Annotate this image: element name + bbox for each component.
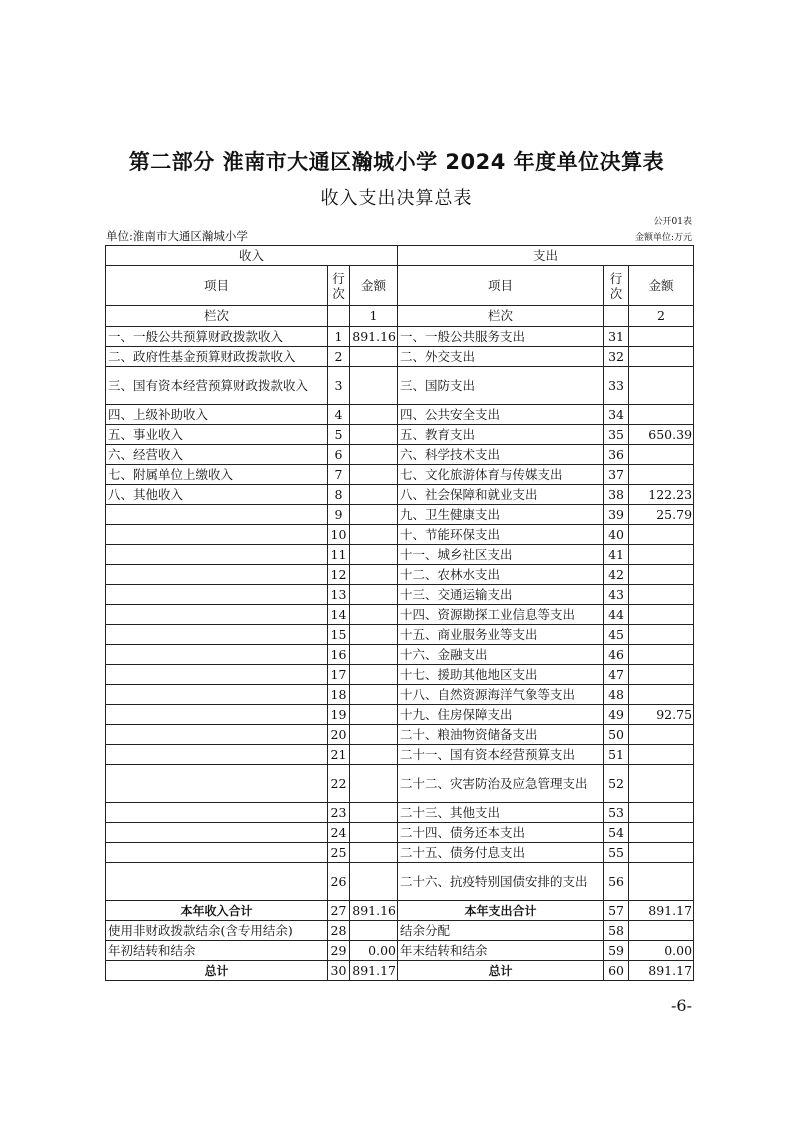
income-item-cell: [106, 565, 328, 585]
expense-row-no-cell: 38: [604, 485, 629, 505]
expense-amount-cell: [629, 545, 694, 565]
expense-item-cell: 年末结转和结余: [398, 941, 604, 961]
table-row: [106, 545, 694, 565]
income-row-no-cell: 12: [328, 565, 350, 585]
expense-row-no-cell: 58: [604, 921, 629, 941]
income-item-cell: [106, 725, 328, 745]
expense-amount-cell: [629, 565, 694, 585]
table-row: [106, 585, 694, 605]
table-row: [106, 445, 694, 465]
income-amount-cell: 0.00: [350, 941, 398, 961]
income-amount-cell: [350, 625, 398, 645]
income-item-cell: [106, 625, 328, 645]
expense-row-no-cell: 42: [604, 565, 629, 585]
table-row: [106, 725, 694, 745]
expense-row-no-cell: 54: [604, 823, 629, 843]
expense-row-no-cell: 36: [604, 445, 629, 465]
table-row: [106, 367, 694, 405]
expense-row-no-cell: 34: [604, 405, 629, 425]
expense-row-no-cell: 33: [604, 367, 629, 405]
expense-row-no-cell: 40: [604, 525, 629, 545]
income-amount-cell: [350, 863, 398, 901]
income-item-cell: [106, 585, 328, 605]
expense-amount-cell: [629, 725, 694, 745]
expense-row-no-cell: 57: [604, 901, 629, 921]
unit-label: 单位:淮南市大通区瀚城小学: [106, 229, 248, 243]
income-row-no-cell: 15: [328, 625, 350, 645]
income-item-cell: [106, 505, 328, 525]
income-row-no-cell: 9: [328, 505, 350, 525]
income-row-no-cell: 18: [328, 685, 350, 705]
income-amount-cell: 891.17: [350, 961, 398, 981]
expense-row-no-cell: 35: [604, 425, 629, 445]
expense-amount-cell: [629, 367, 694, 405]
form-number: 公开01表: [653, 217, 692, 227]
table-row: [106, 565, 694, 585]
expense-amount-cell: [629, 585, 694, 605]
income-item-cell: [106, 765, 328, 803]
total-row: [106, 901, 694, 921]
income-item-cell: [106, 823, 328, 843]
income-amount-cell: [350, 725, 398, 745]
income-row-no-cell: 26: [328, 863, 350, 901]
income-item-cell: [106, 525, 328, 545]
table-row: [106, 327, 694, 347]
column-header-row: [106, 266, 694, 306]
expense-row-no-cell: 32: [604, 347, 629, 367]
expense-row-no-cell: 45: [604, 625, 629, 645]
expense-amount-cell: [629, 665, 694, 685]
expense-item-cell: 七、文化旅游体育与传媒支出: [398, 465, 604, 485]
expense-row-no-cell: 46: [604, 645, 629, 665]
expense-group-header: 支出: [398, 246, 694, 266]
income-item-cell: [106, 863, 328, 901]
expense-index-blank: [604, 306, 629, 327]
table-row: [106, 505, 694, 525]
expense-row-no-cell: 52: [604, 765, 629, 803]
income-amount-cell: [350, 505, 398, 525]
expense-amount-cell: [629, 863, 694, 901]
expense-item-cell: 四、公共安全支出: [398, 405, 604, 425]
income-item-cell: 七、附属单位上缴收入: [106, 465, 328, 485]
expense-row-no-cell: 44: [604, 605, 629, 625]
expense-amount-cell: [629, 465, 694, 485]
income-row-no-cell: 28: [328, 921, 350, 941]
expense-amount-cell: [629, 347, 694, 367]
income-amount-cell: [350, 665, 398, 685]
expense-amount-cell: 891.17: [629, 961, 694, 981]
table-row: [106, 823, 694, 843]
expense-item-cell: 二、外交支出: [398, 347, 604, 367]
income-item-cell: [106, 605, 328, 625]
expense-amount-cell: [629, 765, 694, 803]
expense-row-no-header: [604, 266, 629, 306]
expense-row-no-cell: 50: [604, 725, 629, 745]
expense-item-cell: 本年支出合计: [398, 901, 604, 921]
money-unit-label: 金额单位:万元: [634, 233, 692, 243]
expense-item-cell: 十六、金融支出: [398, 645, 604, 665]
income-amount-cell: [350, 545, 398, 565]
table-row: [106, 525, 694, 545]
budget-summary-table: [105, 245, 694, 981]
income-amount-cell: [350, 605, 398, 625]
expense-row-no-cell: 59: [604, 941, 629, 961]
expense-item-cell: 十八、自然资源海洋气象等支出: [398, 685, 604, 705]
expense-amount-cell: [629, 327, 694, 347]
income-amount-cell: [350, 425, 398, 445]
income-item-cell: 五、事业收入: [106, 425, 328, 445]
income-amount-cell: [350, 685, 398, 705]
income-amount-cell: [350, 465, 398, 485]
expense-item-cell: 三、国防支出: [398, 367, 604, 405]
income-row-no-header: [328, 266, 350, 306]
expense-amount-cell: [629, 405, 694, 425]
income-item-cell: 二、政府性基金预算财政拨款收入: [106, 347, 328, 367]
expense-row-no-cell: 43: [604, 585, 629, 605]
expense-item-cell: 八、社会保障和就业支出: [398, 485, 604, 505]
income-item-cell: 一、一般公共预算财政拨款收入: [106, 327, 328, 347]
income-amount-cell: [350, 803, 398, 823]
income-item-cell: 总计: [106, 961, 328, 981]
expense-amount-cell: 25.79: [629, 505, 694, 525]
expense-item-cell: 五、教育支出: [398, 425, 604, 445]
expense-row-no-cell: 48: [604, 685, 629, 705]
expense-amount-cell: [629, 525, 694, 545]
expense-amount-cell: [629, 645, 694, 665]
income-amount-cell: [350, 765, 398, 803]
income-row-no-cell: 25: [328, 843, 350, 863]
expense-amount-cell: [629, 445, 694, 465]
income-row-no-cell: 7: [328, 465, 350, 485]
income-row-no-cell: 29: [328, 941, 350, 961]
expense-item-cell: 十一、城乡社区支出: [398, 545, 604, 565]
income-group-header: 收入: [106, 246, 398, 266]
expense-amount-cell: [629, 605, 694, 625]
expense-amount-cell: 122.23: [629, 485, 694, 505]
income-item-cell: [106, 545, 328, 565]
income-row-no-cell: 30: [328, 961, 350, 981]
table-row: [106, 625, 694, 645]
expense-item-cell: 二十、粮油物资储备支出: [398, 725, 604, 745]
expense-amount-cell: [629, 921, 694, 941]
expense-row-no-cell: 56: [604, 863, 629, 901]
income-amount-cell: [350, 445, 398, 465]
expense-item-cell: 一、一般公共服务支出: [398, 327, 604, 347]
expense-amount-cell: [629, 843, 694, 863]
expense-item-cell: 二十六、抗疫特别国债安排的支出: [398, 863, 604, 901]
income-item-cell: 八、其他收入: [106, 485, 328, 505]
expense-item-cell: 六、科学技术支出: [398, 445, 604, 465]
expense-amount-header: 金额: [629, 266, 694, 306]
table-row: [106, 843, 694, 863]
income-item-cell: 使用非财政拨款结余(含专用结余): [106, 921, 328, 941]
expense-amount-cell: 891.17: [629, 901, 694, 921]
income-item-cell: [106, 645, 328, 665]
expense-amount-cell: [629, 745, 694, 765]
expense-item-cell: 九、卫生健康支出: [398, 505, 604, 525]
expense-item-cell: 十二、农林水支出: [398, 565, 604, 585]
income-row-no-cell: 14: [328, 605, 350, 625]
income-row-no-cell: 19: [328, 705, 350, 725]
income-item-header: 项目: [106, 266, 328, 306]
income-row-no-cell: 11: [328, 545, 350, 565]
table-row: [106, 803, 694, 823]
group-header-row: [106, 246, 694, 266]
income-amount-cell: [350, 367, 398, 405]
document-title: 第二部分 淮南市大通区瀚城小学 2024 年度单位决算表: [128, 150, 665, 174]
income-row-no-cell: 5: [328, 425, 350, 445]
expense-row-no-cell: 60: [604, 961, 629, 981]
total-row: [106, 961, 694, 981]
expense-row-no-cell: 41: [604, 545, 629, 565]
expense-item-cell: 十、节能环保支出: [398, 525, 604, 545]
income-item-cell: [106, 803, 328, 823]
table-row: [106, 605, 694, 625]
total-row: [106, 921, 694, 941]
income-row-no-cell: 4: [328, 405, 350, 425]
income-item-cell: [106, 665, 328, 685]
income-row-no-cell: 1: [328, 327, 350, 347]
table-row: [106, 347, 694, 367]
income-row-no-cell: 13: [328, 585, 350, 605]
income-index-label: 栏次: [106, 306, 328, 327]
income-item-cell: [106, 745, 328, 765]
income-item-cell: [106, 705, 328, 725]
expense-amount-cell: 650.39: [629, 425, 694, 445]
income-row-no-cell: 8: [328, 485, 350, 505]
table-row: [106, 765, 694, 803]
table-row: [106, 425, 694, 445]
income-amount-cell: [350, 843, 398, 863]
income-row-no-cell: 21: [328, 745, 350, 765]
income-item-cell: [106, 685, 328, 705]
income-amount-cell: 891.16: [350, 327, 398, 347]
table-row: [106, 405, 694, 425]
income-row-no-cell: 23: [328, 803, 350, 823]
expense-row-no-cell: 55: [604, 843, 629, 863]
income-amount-cell: [350, 585, 398, 605]
income-amount-cell: [350, 525, 398, 545]
income-amount-cell: 891.16: [350, 901, 398, 921]
income-item-cell: 年初结转和结余: [106, 941, 328, 961]
table-row: [106, 863, 694, 901]
expense-amount-cell: [629, 823, 694, 843]
expense-row-no-cell: 47: [604, 665, 629, 685]
expense-index-col: 2: [629, 306, 694, 327]
expense-item-header: 项目: [398, 266, 604, 306]
expense-amount-cell: [629, 803, 694, 823]
income-row-no-header-text: 行次: [332, 270, 345, 301]
table-row: [106, 645, 694, 665]
income-row-no-cell: 6: [328, 445, 350, 465]
expense-item-cell: 二十四、债务还本支出: [398, 823, 604, 843]
income-item-cell: 本年收入合计: [106, 901, 328, 921]
page-number: -6-: [671, 996, 692, 1015]
table-row: [106, 745, 694, 765]
income-item-cell: 四、上级补助收入: [106, 405, 328, 425]
income-amount-header: 金额: [350, 266, 398, 306]
income-index-col: 1: [350, 306, 398, 327]
expense-row-no-cell: 51: [604, 745, 629, 765]
income-amount-cell: [350, 485, 398, 505]
expense-item-cell: 十九、住房保障支出: [398, 705, 604, 725]
income-row-no-cell: 16: [328, 645, 350, 665]
expense-row-no-header-text: 行次: [609, 270, 623, 301]
expense-row-no-cell: 37: [604, 465, 629, 485]
income-amount-cell: [350, 745, 398, 765]
expense-amount-cell: [629, 685, 694, 705]
income-amount-cell: [350, 705, 398, 725]
expense-amount-cell: [629, 625, 694, 645]
income-item-cell: [106, 843, 328, 863]
expense-item-cell: 总计: [398, 961, 604, 981]
expense-item-cell: 十七、援助其他地区支出: [398, 665, 604, 685]
expense-row-no-cell: 31: [604, 327, 629, 347]
total-row: [106, 941, 694, 961]
expense-row-no-cell: 49: [604, 705, 629, 725]
income-row-no-cell: 20: [328, 725, 350, 745]
income-row-no-cell: 17: [328, 665, 350, 685]
expense-row-no-cell: 39: [604, 505, 629, 525]
expense-item-cell: 十三、交通运输支出: [398, 585, 604, 605]
expense-item-cell: 结余分配: [398, 921, 604, 941]
income-item-cell: 三、国有资本经营预算财政拨款收入: [106, 367, 328, 405]
income-row-no-cell: 3: [328, 367, 350, 405]
income-amount-cell: [350, 565, 398, 585]
income-row-no-cell: 24: [328, 823, 350, 843]
expense-item-cell: 十五、商业服务业等支出: [398, 625, 604, 645]
income-row-no-cell: 10: [328, 525, 350, 545]
income-index-blank: [328, 306, 350, 327]
table-row: [106, 465, 694, 485]
income-amount-cell: [350, 405, 398, 425]
table-row: [106, 705, 694, 725]
index-row: [106, 306, 694, 327]
income-amount-cell: [350, 645, 398, 665]
expense-amount-cell: 92.75: [629, 705, 694, 725]
expense-index-label: 栏次: [398, 306, 604, 327]
expense-row-no-cell: 53: [604, 803, 629, 823]
expense-item-cell: 二十五、债务付息支出: [398, 843, 604, 863]
expense-item-cell: 二十二、灾害防治及应急管理支出: [398, 765, 604, 803]
expense-item-cell: 二十三、其他支出: [398, 803, 604, 823]
income-amount-cell: [350, 823, 398, 843]
table-subtitle: 收入支出决算总表: [320, 188, 473, 209]
expense-amount-cell: 0.00: [629, 941, 694, 961]
income-row-no-cell: 22: [328, 765, 350, 803]
table-row: [106, 665, 694, 685]
income-amount-cell: [350, 921, 398, 941]
income-row-no-cell: 2: [328, 347, 350, 367]
table-row: [106, 485, 694, 505]
expense-item-cell: 二十一、国有资本经营预算支出: [398, 745, 604, 765]
income-item-cell: 六、经营收入: [106, 445, 328, 465]
expense-item-cell: 十四、资源勘探工业信息等支出: [398, 605, 604, 625]
table-row: [106, 685, 694, 705]
income-amount-cell: [350, 347, 398, 367]
income-row-no-cell: 27: [328, 901, 350, 921]
